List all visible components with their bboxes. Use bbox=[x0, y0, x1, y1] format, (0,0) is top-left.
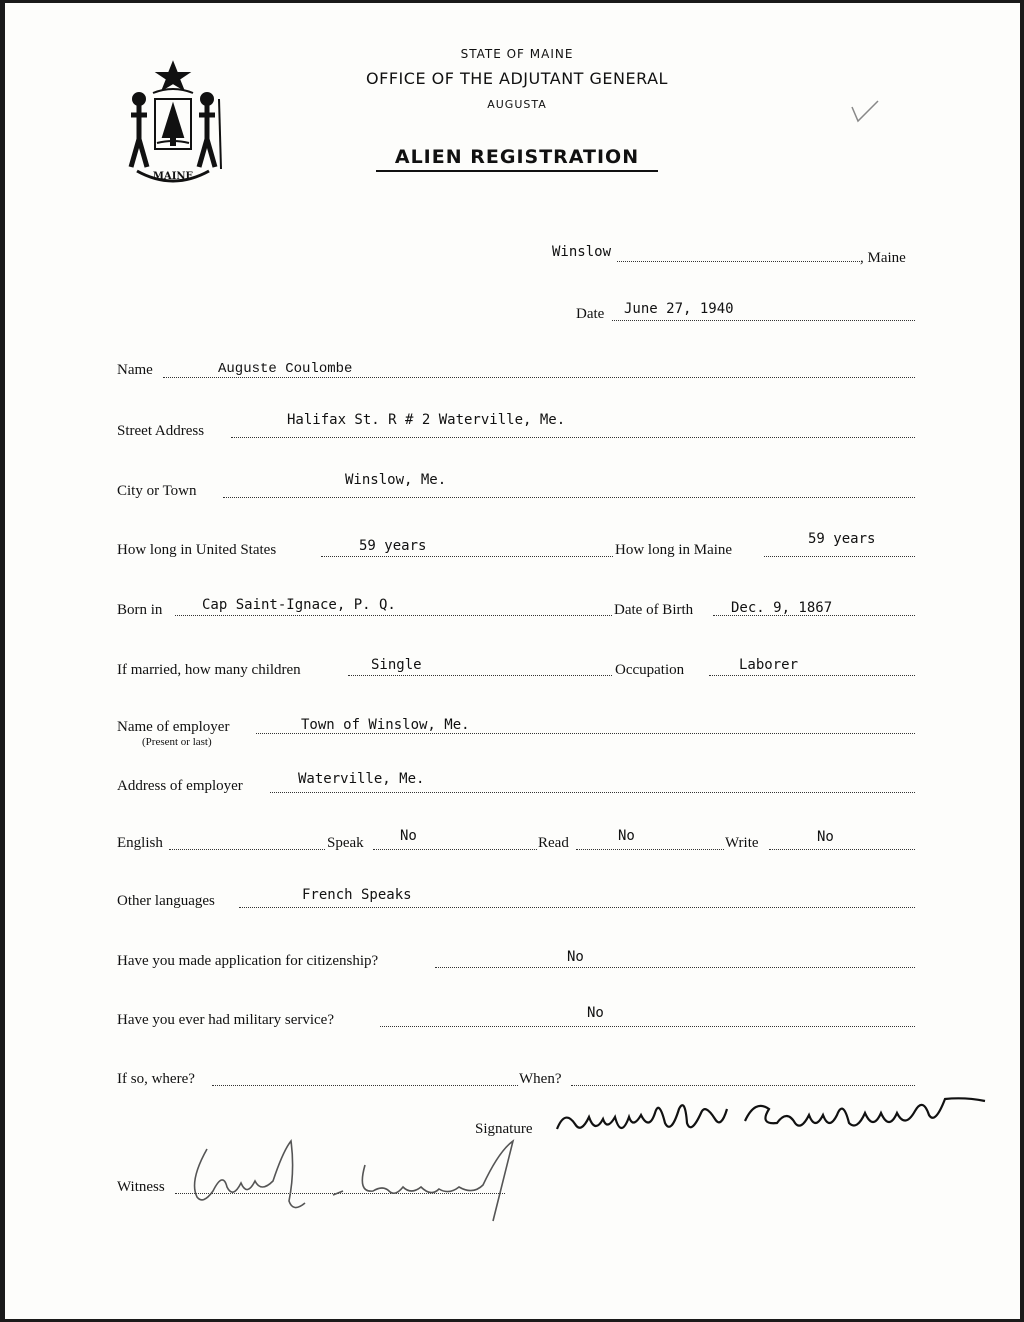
occupation-dots bbox=[709, 675, 915, 676]
applicant-signature bbox=[545, 1079, 995, 1149]
witness-signature bbox=[183, 1131, 533, 1235]
city-value: Winslow, Me. bbox=[345, 472, 447, 488]
dob-value: Dec. 9, 1867 bbox=[731, 600, 833, 616]
write-value: No bbox=[817, 829, 834, 845]
how-long-maine-dots bbox=[764, 556, 915, 557]
street-value: Halifax St. R # 2 Waterville, Me. bbox=[287, 412, 566, 428]
town-value: Winslow bbox=[552, 244, 612, 260]
occupation-value: Laborer bbox=[739, 657, 799, 673]
street-dots bbox=[231, 437, 915, 438]
date-label: Date bbox=[576, 306, 605, 322]
header-office: OFFICE OF THE ADJUTANT GENERAL bbox=[366, 69, 668, 88]
name-value: Auguste Coulombe bbox=[218, 361, 353, 377]
citizenship-value: No bbox=[567, 949, 584, 965]
speak-dots bbox=[373, 849, 537, 850]
how-long-us-dots bbox=[321, 556, 613, 557]
employer-label: Name of employer bbox=[117, 719, 230, 735]
witness-label: Witness bbox=[117, 1179, 165, 1195]
how-long-us-value: 59 years bbox=[359, 538, 427, 554]
employer-address-dots bbox=[270, 792, 915, 793]
employer-sublabel: (Present or last) bbox=[142, 736, 212, 748]
employer-address-label: Address of employer bbox=[117, 778, 243, 794]
title-underline bbox=[376, 170, 658, 172]
speak-label: Speak bbox=[327, 835, 364, 851]
write-dots bbox=[769, 849, 915, 850]
city-dots bbox=[223, 497, 915, 498]
english-dots bbox=[169, 849, 325, 850]
military-label: Have you ever had military service? bbox=[117, 1012, 334, 1028]
header-city: AUGUSTA bbox=[487, 98, 547, 111]
born-in-label: Born in bbox=[117, 602, 163, 618]
signature-label: Signature bbox=[475, 1121, 533, 1137]
citizenship-dots bbox=[435, 967, 915, 968]
read-dots bbox=[576, 849, 724, 850]
header-state: STATE OF MAINE bbox=[460, 47, 574, 61]
if-so-where-dots bbox=[212, 1085, 518, 1086]
employer-value: Town of Winslow, Me. bbox=[301, 717, 470, 733]
date-value: June 27, 1940 bbox=[624, 301, 734, 317]
citizenship-label: Have you made application for citizenship? bbox=[117, 953, 379, 969]
town-dots bbox=[617, 261, 860, 262]
if-so-where-label: If so, where? bbox=[117, 1071, 195, 1087]
when-label: When? bbox=[519, 1071, 562, 1087]
children-label: If married, how many children bbox=[117, 662, 301, 678]
born-in-value: Cap Saint-Ignace, P. Q. bbox=[202, 597, 396, 613]
svg-text:MAINE: MAINE bbox=[152, 171, 194, 182]
check-mark-icon bbox=[848, 99, 882, 125]
write-label: Write bbox=[725, 835, 759, 851]
other-languages-value: French Speaks bbox=[302, 887, 412, 903]
children-value: Single bbox=[371, 657, 422, 673]
dob-label: Date of Birth bbox=[614, 602, 694, 618]
how-long-us-label: How long in United States bbox=[117, 542, 277, 558]
date-dots bbox=[612, 320, 915, 321]
employer-address-value: Waterville, Me. bbox=[298, 771, 425, 787]
name-label: Name bbox=[117, 362, 153, 378]
read-label: Read bbox=[538, 835, 569, 851]
other-languages-label: Other languages bbox=[117, 893, 215, 909]
speak-value: No bbox=[400, 828, 417, 844]
military-dots bbox=[380, 1026, 915, 1027]
english-label: English bbox=[117, 835, 163, 851]
city-label: City or Town bbox=[117, 483, 197, 499]
town-suffix: , Maine bbox=[860, 250, 906, 266]
other-languages-dots bbox=[239, 907, 915, 908]
how-long-maine-value: 59 years bbox=[808, 531, 876, 547]
name-dots bbox=[163, 377, 915, 378]
read-value: No bbox=[618, 828, 635, 844]
occupation-label: Occupation bbox=[615, 662, 685, 678]
how-long-maine-label: How long in Maine bbox=[615, 542, 733, 558]
street-label: Street Address bbox=[117, 423, 205, 439]
born-in-dots bbox=[175, 615, 612, 616]
form-title: ALIEN REGISTRATION bbox=[394, 146, 640, 168]
children-dots bbox=[348, 675, 612, 676]
military-value: No bbox=[587, 1005, 604, 1021]
employer-dots bbox=[256, 733, 915, 734]
